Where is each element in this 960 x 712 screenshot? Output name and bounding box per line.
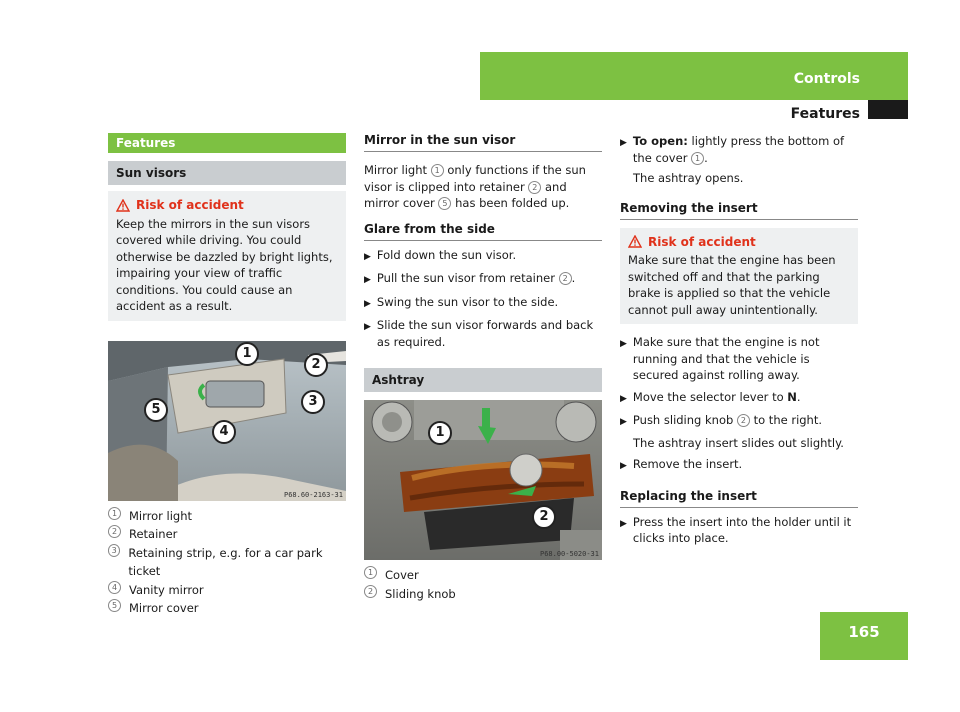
legend-text: Vanity mirror [129,582,204,597]
step-result: The ashtray insert slides out slightly. [633,435,844,450]
legend-text: Mirror light [129,508,193,523]
replacing-heading: Replacing the insert [620,489,858,508]
step-text-b: to the right. [753,413,823,427]
legend-item [108,525,346,544]
legend-text: Cover [385,568,419,582]
ashtray-heading: Ashtray [364,368,602,392]
ashtray-photo [364,400,602,560]
step-text: Remove the insert. [632,457,743,471]
mirror-heading: Mirror in the sun visor [364,133,602,152]
legend-item [108,599,346,618]
removing-heading: Removing the insert [620,201,858,220]
removing-steps [620,334,858,475]
step-bold: To open: [632,134,688,148]
step-text: Make sure that the engine is not running and that the vehicle is secured against rolling away. [632,335,820,382]
mirror-text-d: has been folded up. [455,196,570,210]
step-text: Swing the sun visor to the side. [376,294,559,309]
legend-number: 1 [108,507,121,520]
legend-text: Mirror cover [129,601,199,615]
arrow-icon: ▶ [364,322,371,332]
legend-item [364,566,602,585]
step-text [633,412,822,431]
step-text-end: . [704,150,708,165]
page-number: 165 [848,623,880,641]
step-item [620,514,858,547]
legend-item [108,507,346,526]
arrow-icon: ▶ [620,518,627,529]
step-text: Press the insert into the holder until it clicks into place. [632,514,852,545]
glare-steps [364,247,602,351]
legend-number: 1 [364,566,377,579]
column-1 [108,133,346,618]
legend-number: 3 [108,544,120,557]
thumb-marker [868,100,908,119]
ref-number: 5 [438,197,451,210]
legend-number: 5 [108,599,121,612]
column-2 [364,133,602,603]
warning-title [628,234,850,251]
step-item [620,133,858,166]
callout-3: 3 [301,390,325,414]
legend-item [364,585,602,604]
step-bold: N [787,389,797,404]
step-text: Fold down the sun visor. [376,247,517,262]
warning-title [116,197,338,214]
legend-text: Sliding knob [385,586,456,601]
callout-5: 5 [144,398,168,422]
arrow-icon: ▶ [620,138,627,148]
step-text-a: Move the selector lever to [632,389,784,404]
ref-number: 1 [431,164,444,177]
column-3 [620,133,858,547]
step-item [364,247,602,266]
ref-number: 2 [528,181,541,194]
step-text-end: . [796,389,801,404]
step-item [620,456,858,475]
step-item [620,334,858,384]
step-item [364,294,602,313]
step-item [364,317,602,350]
step-text [633,133,858,166]
page-number-box [820,612,908,660]
step-text-a: lightly press the bottom of the cover [632,134,845,165]
step-text [633,389,801,408]
warning-text: Make sure that the engine has been switched off and that the parking brake is applied so that the vehicle cannot pull away unintentionally. [628,253,836,317]
step-item [364,270,602,289]
step-text [377,270,575,289]
step-text-end: . [571,271,576,285]
warning-triangle-icon [116,199,130,212]
section-title: Controls [793,71,860,87]
warning-title-text: Risk of accident [648,234,756,249]
figure-code: P68.00-5020-31 [539,550,599,558]
legend-item [108,544,346,581]
arrow-icon: ▶ [620,461,627,471]
sun-visor-photo [108,341,346,501]
mirror-text-a: Mirror light [364,163,428,177]
mirror-text-b: only functions if the sun visor is clipped into retainer [364,163,586,194]
arrow-icon: ▶ [620,339,627,349]
ref-number: 1 [691,152,704,165]
step-text-a: Pull the sun visor from retainer [376,271,555,285]
callout-2: 2 [532,505,556,529]
page-title: Features [790,106,860,122]
ref-number: 2 [737,414,750,427]
legend-list [108,507,346,618]
replacing-steps [620,514,858,547]
arrow-icon: ▶ [620,393,627,404]
warning-title-text: Risk of accident [136,198,244,212]
step-item [620,389,858,408]
figure-code: P68.60-2163-31 [283,490,343,499]
legend-item [108,581,346,600]
legend-text: Retaining strip, e.g. for a car park ticket [128,545,323,578]
step-item [620,412,858,431]
legend-number: 2 [108,525,121,538]
warning-box [108,191,346,321]
callout-2: 2 [304,353,328,377]
legend-text: Retainer [129,527,178,541]
ashtray-illustration [364,400,602,560]
callout-1: 1 [235,342,259,366]
step-text-a: Push sliding knob [632,413,734,427]
arrow-icon: ▶ [364,275,371,285]
warning-text: Keep the mirrors in the sun visors covered while driving. You could otherwise be dazzled by bright lights, impairing your view of traffic conditions. You could cause an accident as a result. [116,216,333,313]
step-result: The ashtray opens. [633,171,744,185]
mirror-text-c: and mirror cover [364,179,567,210]
callout-1: 1 [428,421,452,445]
mirror-paragraph [364,162,602,212]
legend-number: 4 [108,581,121,594]
legend-number: 2 [364,585,377,598]
warning-triangle-icon [628,235,642,248]
callout-4: 4 [212,420,236,444]
ref-number: 2 [559,272,572,285]
arrow-icon: ▶ [364,251,371,262]
legend-list [364,566,602,603]
arrow-icon: ▶ [364,298,371,309]
sun-visors-heading: Sun visors [108,161,346,185]
step-text: Slide the sun visor forwards and back as required. [376,318,594,349]
warning-box [620,228,858,325]
glare-heading: Glare from the side [364,222,602,241]
arrow-icon: ▶ [620,417,627,427]
features-label: Features [108,133,346,153]
